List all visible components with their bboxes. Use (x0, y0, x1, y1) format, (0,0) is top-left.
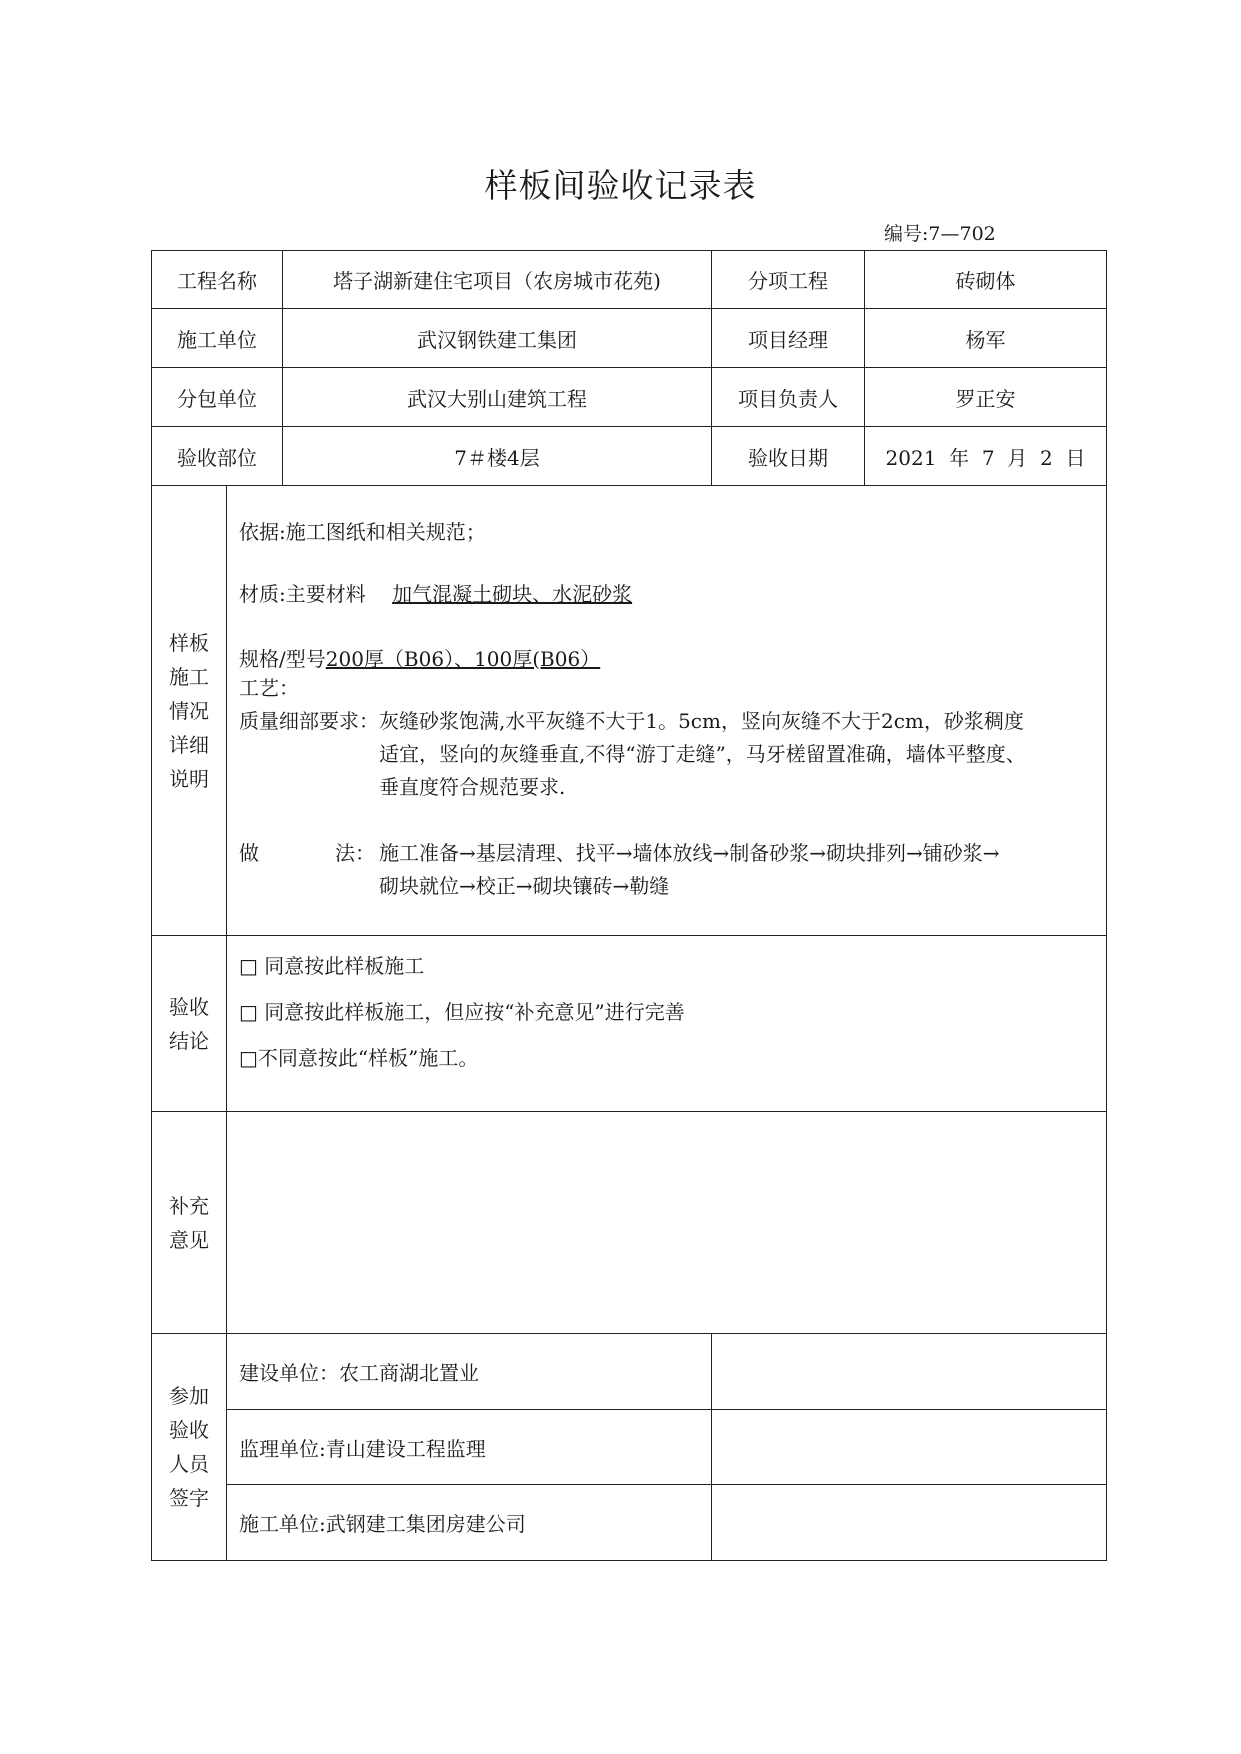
header-row-acceptance-location (152, 427, 1107, 486)
acceptance-record-table (151, 250, 1107, 1561)
conclusion-section-label: 验收 结论 (152, 936, 227, 1112)
conclusion-content (227, 936, 1107, 1112)
supplement-row (152, 1112, 1107, 1334)
label-project-lead: 项目负责人 (712, 368, 865, 427)
label-contractor: 施工单位 (152, 309, 283, 368)
header-row-contractor (152, 309, 1107, 368)
header-row-project-name (152, 251, 1107, 309)
quality-line: 垂直度符合规范要求. (379, 775, 566, 799)
craft-label: 工艺： (239, 676, 299, 700)
value-project-lead: 罗正安 (865, 368, 1107, 427)
signature-construction-field[interactable] (712, 1485, 1107, 1561)
quality-label: 质量细部要求： (239, 709, 379, 733)
header-row-subcontractor (152, 368, 1107, 427)
label-acceptance-location: 验收部位 (152, 427, 283, 486)
material-line: 材质:主要材料 加气混凝土砌块、水泥砂浆 (239, 582, 633, 606)
signature-construction-unit: 施工单位:武钢建工集团房建公司 (227, 1485, 712, 1561)
method-line: 砌块就位→校正→砌块镶砖→勒缝 (379, 874, 670, 898)
signature-row (152, 1334, 1107, 1410)
option-agree[interactable]: □ 同意按此样板施工 (239, 954, 425, 978)
signature-supervision-field[interactable] (712, 1410, 1107, 1485)
value-subcontractor: 武汉大别山建筑工程 (283, 368, 712, 427)
value-acceptance-location: 7＃楼4层 (283, 427, 712, 486)
signature-row (152, 1485, 1107, 1561)
supplement-content (227, 1112, 1107, 1334)
signature-section-label: 参加 验收 人员 签字 (152, 1334, 227, 1561)
label-sub-item: 分项工程 (712, 251, 865, 309)
material-value: 加气混凝土砌块、水泥砂浆 (392, 582, 633, 606)
label-project-name: 工程名称 (152, 251, 283, 309)
label-acceptance-date: 验收日期 (712, 427, 865, 486)
value-project-manager: 杨军 (865, 309, 1107, 368)
method-label-a: 做 (239, 841, 259, 865)
quality-line: 灰缝砂浆饱满,水平灰缝不大于1。5cm，竖向灰缝不大于2cm，砂浆稠度 (379, 709, 1024, 733)
detail-content (227, 486, 1107, 936)
method-line: 施工准备→基层清理、找平→墙体放线→制备砂浆→砌块排列→铺砂浆→ (379, 841, 1000, 865)
value-sub-item: 砖砌体 (865, 251, 1107, 309)
value-project-name: 塔子湖新建住宅项目（农房城市花苑) (283, 251, 712, 309)
supplement-section-label: 补充 意见 (152, 1112, 227, 1334)
quality-line: 适宜，竖向的灰缝垂直,不得“游丁走缝”，马牙槎留置准确，墙体平整度、 (379, 742, 1026, 766)
form-title: 样板间验收记录表 (484, 166, 757, 205)
signature-row (152, 1410, 1107, 1485)
detail-row (152, 486, 1107, 936)
spec-line: 规格/型号200厚（B06）、100厚(B06） (239, 647, 601, 671)
method-label-b: 法： (335, 841, 375, 865)
signature-owner-field[interactable] (712, 1334, 1107, 1410)
label-project-manager: 项目经理 (712, 309, 865, 368)
value-contractor: 武汉钢铁建工集团 (283, 309, 712, 368)
detail-section-label: 样板 施工 情况 详细 说明 (152, 486, 227, 936)
signature-owner-unit: 建设单位：农工商湖北置业 (227, 1334, 712, 1410)
signature-supervision-unit: 监理单位:青山建设工程监理 (227, 1410, 712, 1485)
spec-value: 200厚（B06）、100厚(B06） (325, 647, 601, 671)
value-acceptance-date: 2021 年 7 月 2 日 (865, 427, 1107, 486)
conclusion-row (152, 936, 1107, 1112)
label-subcontractor: 分包单位 (152, 368, 283, 427)
option-disagree[interactable]: □不同意按此“样板”施工。 (239, 1046, 479, 1070)
basis-text: 依据:施工图纸和相关规范； (239, 520, 486, 544)
option-agree-with-supplement[interactable]: □ 同意按此样板施工，但应按“补充意见”进行完善 (239, 1000, 685, 1024)
document-number: 编号:7—702 (884, 223, 996, 245)
